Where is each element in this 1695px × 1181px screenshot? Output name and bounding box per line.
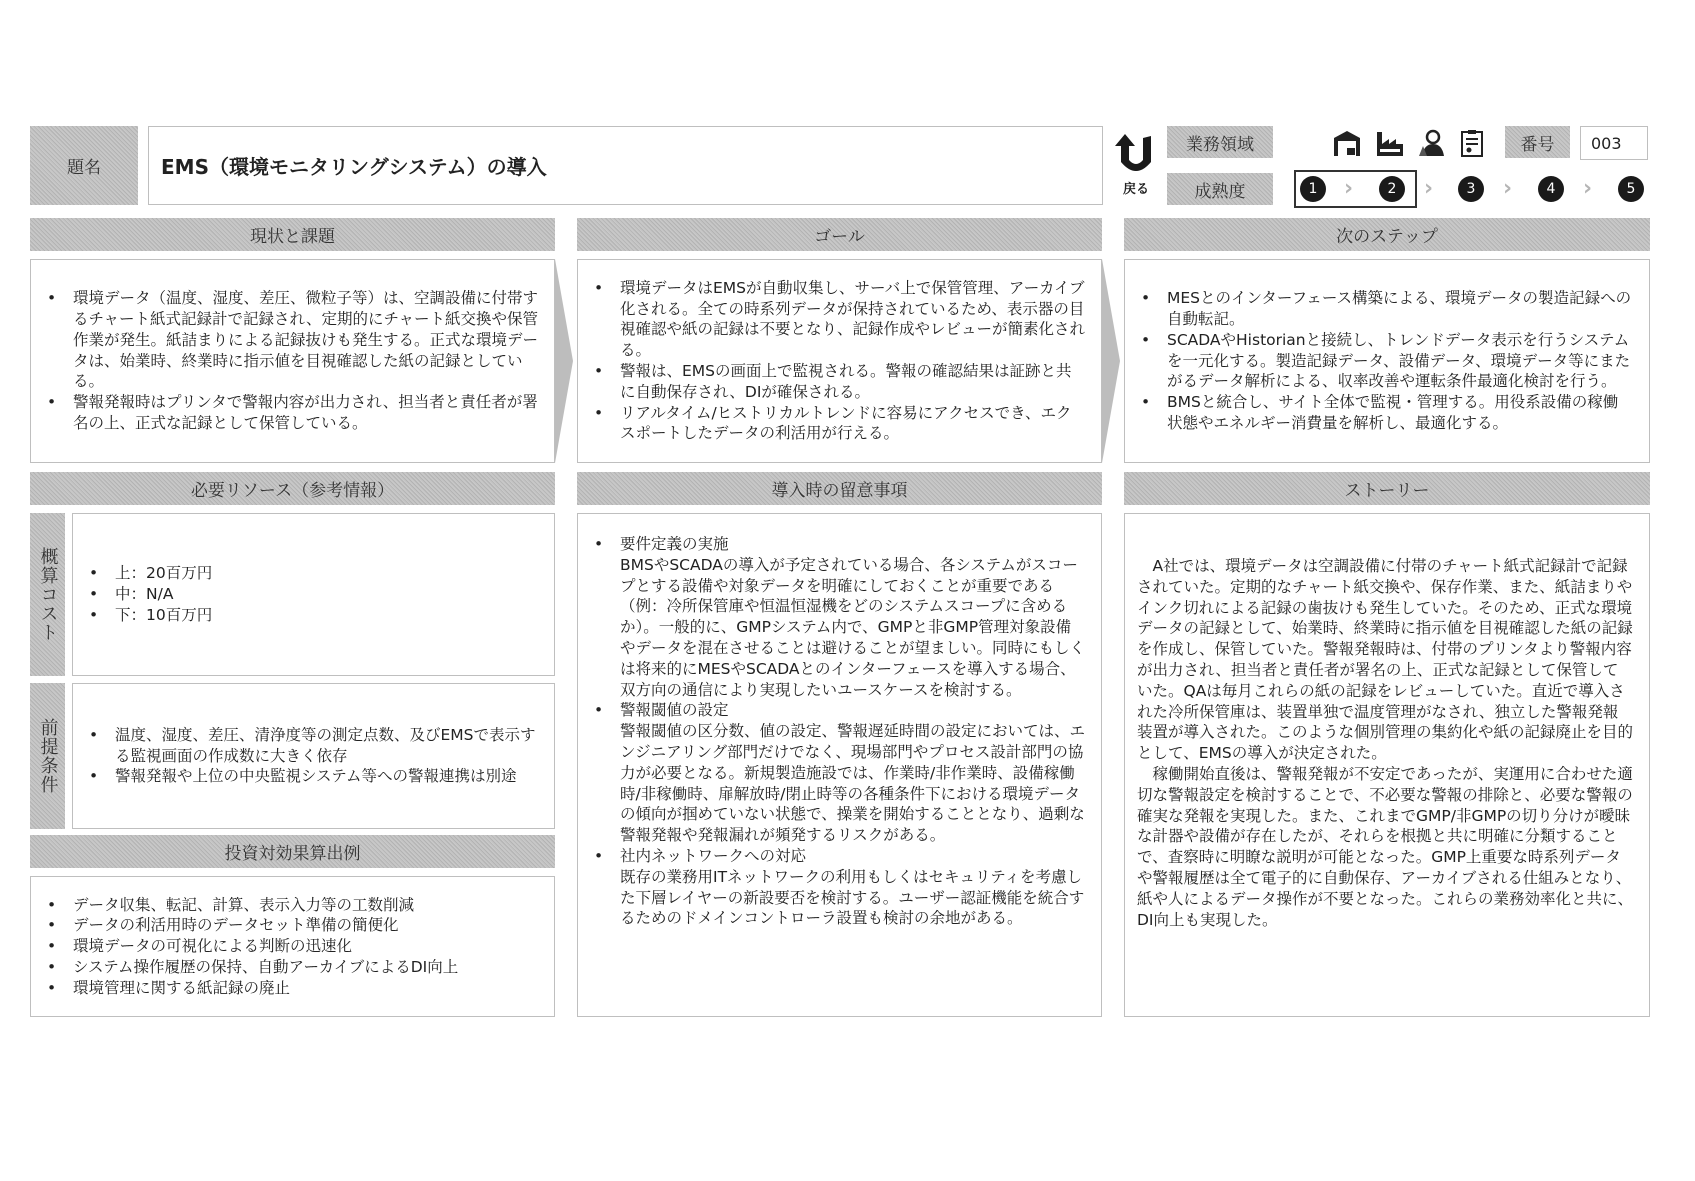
warehouse-icon bbox=[1332, 128, 1362, 158]
note-heading: • 社内ネットワークへの対応 bbox=[620, 846, 807, 865]
note-body: 警報閾値の区分数、値の設定、警報遅延時間の設定においては、エンジニアリング部門だけでなく、現場部門やプロセス設計部門の協力が必要となる。新規製造施設では、作業時/非作業時、設備稼働時/非稼働時、扉解放時/閉止時等の各種条件下における環境データの傾向が掴めていない状態で、操業を開始することとなり、過剰な警報発報や発報漏れが頻発するリスクがある。 bbox=[620, 722, 1086, 845]
maturity-step-4: 4 bbox=[1538, 176, 1564, 202]
next-steps-panel bbox=[1124, 259, 1650, 463]
list-item: • データ収集、転記、計算、表示入力等の工数削減 bbox=[35, 895, 538, 916]
premise-label-box bbox=[30, 683, 65, 829]
roi-header: 投資対効果算出例 bbox=[30, 835, 555, 868]
current-header: 現状と課題 bbox=[30, 218, 555, 251]
number-value: 003 bbox=[1580, 126, 1648, 160]
title-label: 題名 bbox=[30, 126, 138, 205]
list-item: • SCADAやHistorianと接続し、トレンドデータ表示を行うシステムを一元化する。製造記録データ、設備データ、環境データ等にまたがるデータ解析による、収率改善や運転条件最適化検討を行う。 bbox=[1129, 330, 1633, 392]
maturity-step-2: 2 bbox=[1379, 176, 1405, 202]
page-title: EMS（環境モニタリングシステム）の導入 bbox=[148, 126, 1103, 205]
list-item: • BMSと統合し、サイト全体で監視・管理する。用役系設備の稼働状態やエネルギー消費量を解析し、最適化する。 bbox=[1129, 392, 1633, 434]
list-item: • MESとのインターフェース構築による、環境データの製造記録への自動転記。 bbox=[1129, 288, 1633, 330]
chevron-right-icon: › bbox=[1583, 176, 1593, 201]
number-label: 番号 bbox=[1505, 126, 1570, 158]
roi-panel bbox=[30, 876, 555, 1017]
flow-arrow bbox=[1102, 259, 1120, 463]
flow-arrow bbox=[555, 259, 573, 463]
current-panel bbox=[30, 259, 555, 463]
next-steps-header: 次のステップ bbox=[1124, 218, 1650, 251]
note-item bbox=[582, 534, 1085, 700]
story-paragraph: A社では、環境データは空調設備に付帯のチャート紙式記録計で記録されていた。定期的なチャート紙交換や、保存作業、また、紙詰まりやインク切れによる記録の歯抜けも発生していた。そのため、正式な環境データの記録として、始業時、終業時に指示値を目視確認した紙の記録を作成し、保管していた。警報発報時は、付帯のプリンタより警報内容が出力され、担当者と責任者が署名の上、正式な記録として保管していた。QAは毎月これらの紙の記録をレビューしていた。直近で導入された冷所保管庫は、装置単独で温度管理がなされ、独立した警報発報装置が導入された。このような個別管理の集約化や紙の記録廃止を目的として、EMSの導入が決定された。 bbox=[1137, 557, 1634, 763]
factory-icon bbox=[1375, 128, 1405, 158]
list-item: • 警報発報時はプリンタで警報内容が出力され、担当者と責任者が署名の上、正式な記録として保管している。 bbox=[35, 392, 538, 434]
back-arrow-icon bbox=[1113, 132, 1159, 174]
scientist-icon bbox=[1416, 128, 1446, 158]
premise-panel bbox=[72, 683, 555, 829]
note-item bbox=[582, 700, 1085, 846]
cost-label-box bbox=[30, 513, 65, 676]
note-item bbox=[582, 846, 1085, 929]
maturity-step-1: 1 bbox=[1300, 176, 1326, 202]
list-item: • 上：20百万円 bbox=[77, 563, 538, 584]
goal-header: ゴール bbox=[577, 218, 1102, 251]
note-body: 既存の業務用ITネットワークの利用もしくはセキュリティを考慮した下層レイヤーの新設要否を検討する。ユーザー認証機能を統合するためのドメインコントローラ設置も検討の余地がある。 bbox=[620, 867, 1085, 928]
list-item: • 環境管理に関する紙記録の廃止 bbox=[35, 978, 538, 999]
goal-panel bbox=[577, 259, 1102, 463]
note-heading: • 警報閾値の設定 bbox=[620, 701, 729, 720]
maturity-step-5: 5 bbox=[1618, 176, 1644, 202]
maturity-step-3: 3 bbox=[1458, 176, 1484, 202]
chevron-right-icon: › bbox=[1424, 176, 1434, 201]
cost-label: 概算コスト bbox=[37, 547, 59, 642]
story-panel bbox=[1124, 513, 1650, 1017]
list-item: • リアルタイム/ヒストリカルトレンドに容易にアクセスでき、エクスポートしたデータの利活用が行える。 bbox=[582, 403, 1085, 445]
story-paragraph: 稼働開始直後は、警報発報が不安定であったが、実運用に合わせた適切な警報設定を検討することで、不必要な警報の排除と、必要な警報の確実な発報を実現した。また、これまでGMP/非GMPの切り分けが曖昧な計器や設備が存在したが、それらを根拠と共に明確に分類することで、査察時に明瞭な説明が可能となった。GMP上重要な時系列データや警報履歴は全て電子的に自動保存、アーカイブされる仕組みとなり、紙や人によるデータ操作が不要となった。これらの業務効率化と共に、DI向上も実現した。 bbox=[1137, 764, 1634, 929]
list-item: • 環境データの可視化による判断の迅速化 bbox=[35, 936, 538, 957]
story-header: ストーリー bbox=[1124, 472, 1650, 505]
list-item: • 温度、湿度、差圧、清浄度等の測定点数、及びEMSで表示する監視画面の作成数に大きく依存 bbox=[77, 725, 538, 767]
list-item: • 中：N/A bbox=[77, 584, 538, 605]
list-item: • 警報発報や上位の中央監視システム等への警報連携は別途 bbox=[77, 766, 538, 787]
list-item: • 環境データ（温度、湿度、差圧、微粒子等）は、空調設備に付帯するチャート紙式記録計で記録され、定期的にチャート紙交換や保管作業が発生。紙詰まりによる記録抜けも発生する。正式な環境データは、始業時、終業時に指示値を目視確認した紙の記録としている。 bbox=[35, 288, 538, 392]
back-button[interactable] bbox=[1113, 132, 1159, 197]
chevron-right-icon: › bbox=[1344, 176, 1354, 201]
notes-panel bbox=[577, 513, 1102, 1017]
back-label: 戻る bbox=[1122, 182, 1149, 197]
list-item: • 警報は、EMSの画面上で監視される。警報の確認結果は証跡と共に自動保存され、DIが確保される。 bbox=[582, 361, 1085, 403]
notes-header: 導入時の留意事項 bbox=[577, 472, 1102, 505]
list-item: • 下：10百万円 bbox=[77, 605, 538, 626]
cost-panel bbox=[72, 513, 555, 676]
maturity-label: 成熟度 bbox=[1167, 173, 1273, 205]
resources-header: 必要リソース（参考情報） bbox=[30, 472, 555, 505]
domain-label: 業務領域 bbox=[1167, 126, 1273, 158]
list-item: • システム操作履歴の保持、自動アーカイブによるDI向上 bbox=[35, 957, 538, 978]
note-body: BMSやSCADAの導入が予定されている場合、各システムがスコープとする設備や対象データを明確にしておくことが重要である（例：冷所保管庫や恒温恒湿機をどのシステムスコープに含めるか）。一般的に、GMPシステム内で、GMPと非GMP管理対象設備やデータを混在させることは避けることが望ましい。同時にもしくは将来的にMESやSCADAとのインターフェースを導入する場合、双方向の通信により実現したいユースケースを検討する。 bbox=[620, 555, 1086, 699]
note-heading: • 要件定義の実施 bbox=[620, 535, 729, 553]
clipboard-icon bbox=[1457, 128, 1487, 158]
list-item: • 環境データはEMSが自動収集し、サーバ上で保管管理、アーカイブ化される。全ての時系列データが保持されているため、表示器の目視確認や紙の記録は不要となり、記録作成やレビューが簡素化される。 bbox=[582, 278, 1085, 361]
chevron-right-icon: › bbox=[1503, 176, 1513, 201]
list-item: • データの利活用時のデータセット準備の簡便化 bbox=[35, 915, 538, 936]
premise-label: 前提条件 bbox=[37, 718, 59, 794]
